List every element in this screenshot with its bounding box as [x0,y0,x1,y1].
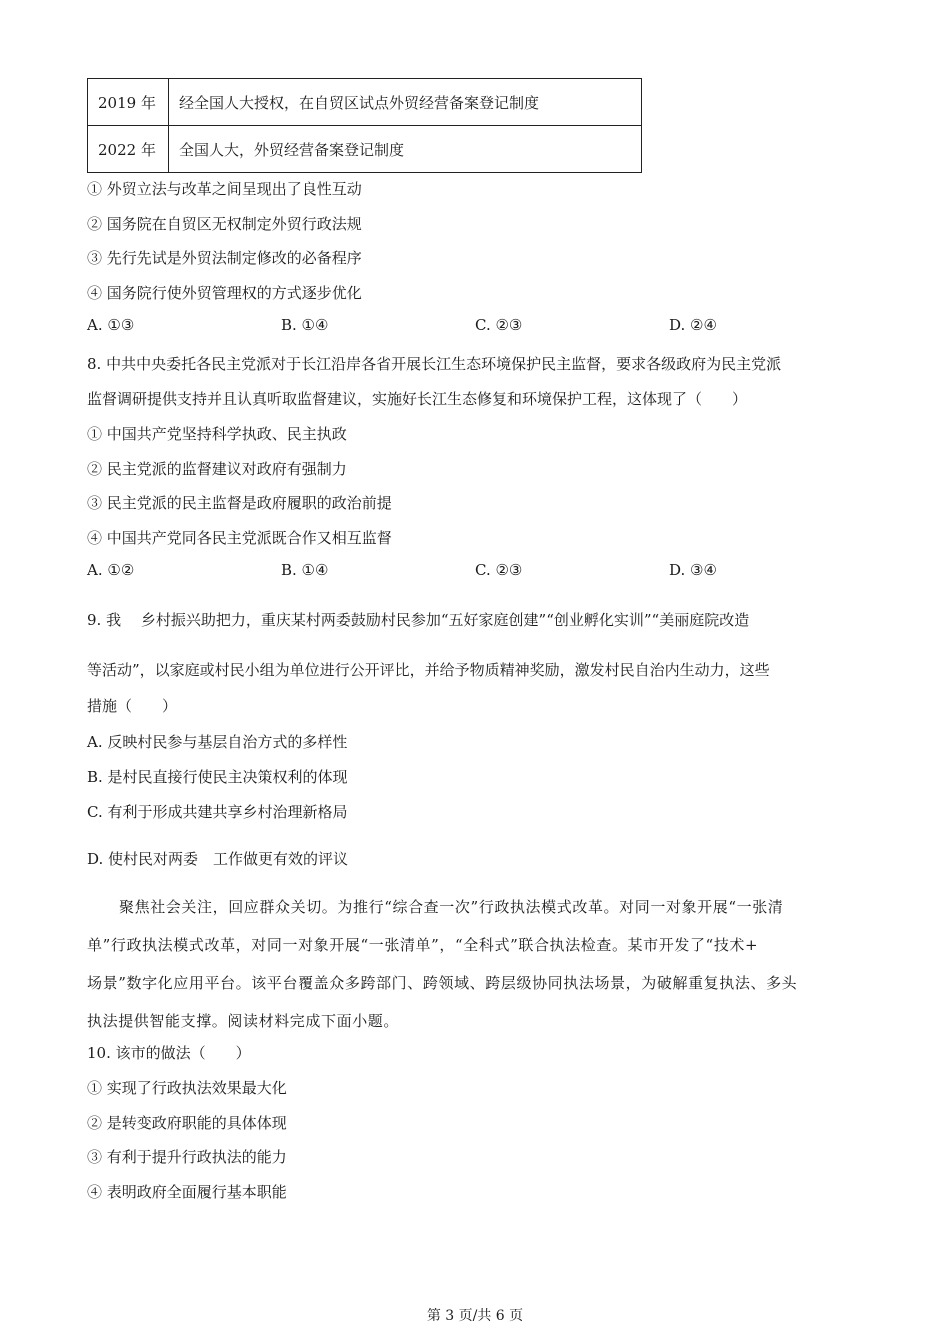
q10-item-1: ① 实现了行政执法效果最大化 [87,1079,287,1097]
q10-item-3: ③ 有利于提升行政执法的能力 [87,1148,287,1166]
table-row [88,126,642,173]
q9-option-b: B. 是村民直接行使民主决策权利的体现 [87,768,348,786]
q9-option-c: C. 有利于形成共建共享乡村治理新格局 [87,803,348,821]
q7-item-2: ② 国务院在自贸区无权制定外贸行政法规 [87,215,362,233]
material-line-2: 单”行政执法模式改革，对同一对象开展“一张清单”，“全科式”联合执法检查。某市开发了“技术+ [87,936,759,954]
event-cell: 经全国人大授权，在自贸区试点外贸经营备案登记制度 [169,79,642,126]
q8-item-4: ④ 中国共产党同各民主党派既合作又相互监督 [87,529,392,547]
q7-option-a: A. ①③ [87,316,135,334]
q8-item-3: ③ 民主党派的民主监督是政府履职的政治前提 [87,494,392,512]
q8-stem-line-2: 监督调研提供支持并且认真听取监督建议，实施好长江生态修复和环境保护工程，这体现了（ ） [87,390,748,408]
q10-item-2: ② 是转变政府职能的具体体现 [87,1114,287,1132]
q9-stem-line-3: 措施（ ） [87,697,178,715]
q8-item-2: ② 民主党派的监督建议对政府有强制力 [87,460,347,478]
material-line-1: 聚焦社会关注，回应群众关切。为推行“综合查一次”行政执法模式改革。对同一对象开展“一张清 [119,898,784,916]
q8-option-d: D. ③④ [669,561,717,579]
q8-stem-line-1: 8. 中共中央委托各民主党派对于长江沿岸各省开展长江生态环境保护民主监督，要求各级政府为民主党派 [87,355,782,373]
event-cell: 全国人大，外贸经营备案登记制度 [169,126,642,173]
q8-option-a: A. ①② [87,561,135,579]
material-line-3: 场景”数字化应用平台。该平台覆盖众多跨部门、跨领域、跨层级协同执法场景，为破解重复执法、多头 [87,974,798,992]
q7-item-4: ④ 国务院行使外贸管理权的方式逐步优化 [87,284,362,302]
year-cell: 2022 年 [88,126,169,173]
q7-option-d: D. ②④ [669,316,717,334]
q7-item-3: ③ 先行先试是外贸法制定修改的必备程序 [87,249,362,267]
q8-item-1: ① 中国共产党坚持科学执政、民主执政 [87,425,347,443]
q9-stem-line-1: 9. 我 乡村振兴助把力，重庆某村两委鼓励村民参加“五好家庭创建”“创业孵化实训”“美丽庭院改造 [87,611,750,629]
q9-stem-line-2: 等活动”，以家庭或村民小组为单位进行公开评比，并给予物质精神奖励，激发村民自治内生动力，这些 [87,661,770,679]
q10-stem: 10. 该市的做法（ ） [87,1044,251,1062]
page-number: 第 3 页/共 6 页 [426,1308,524,1324]
q8-option-c: C. ②③ [475,561,523,579]
timeline-table [87,78,642,173]
q7-item-1: ① 外贸立法与改革之间呈现出了良性互动 [87,180,362,198]
q7-option-c: C. ②③ [475,316,523,334]
q10-item-4: ④ 表明政府全面履行基本职能 [87,1183,287,1201]
q9-option-d: D. 使村民对两委 工作做更有效的评议 [87,850,349,868]
year-cell: 2019 年 [88,79,169,126]
material-line-4: 执法提供智能支撑。阅读材料完成下面小题。 [87,1012,400,1030]
q9-option-a: A. 反映村民参与基层自治方式的多样性 [87,733,348,751]
table-row [88,79,642,126]
q7-option-b: B. ①④ [281,316,329,334]
q8-option-b: B. ①④ [281,561,329,579]
